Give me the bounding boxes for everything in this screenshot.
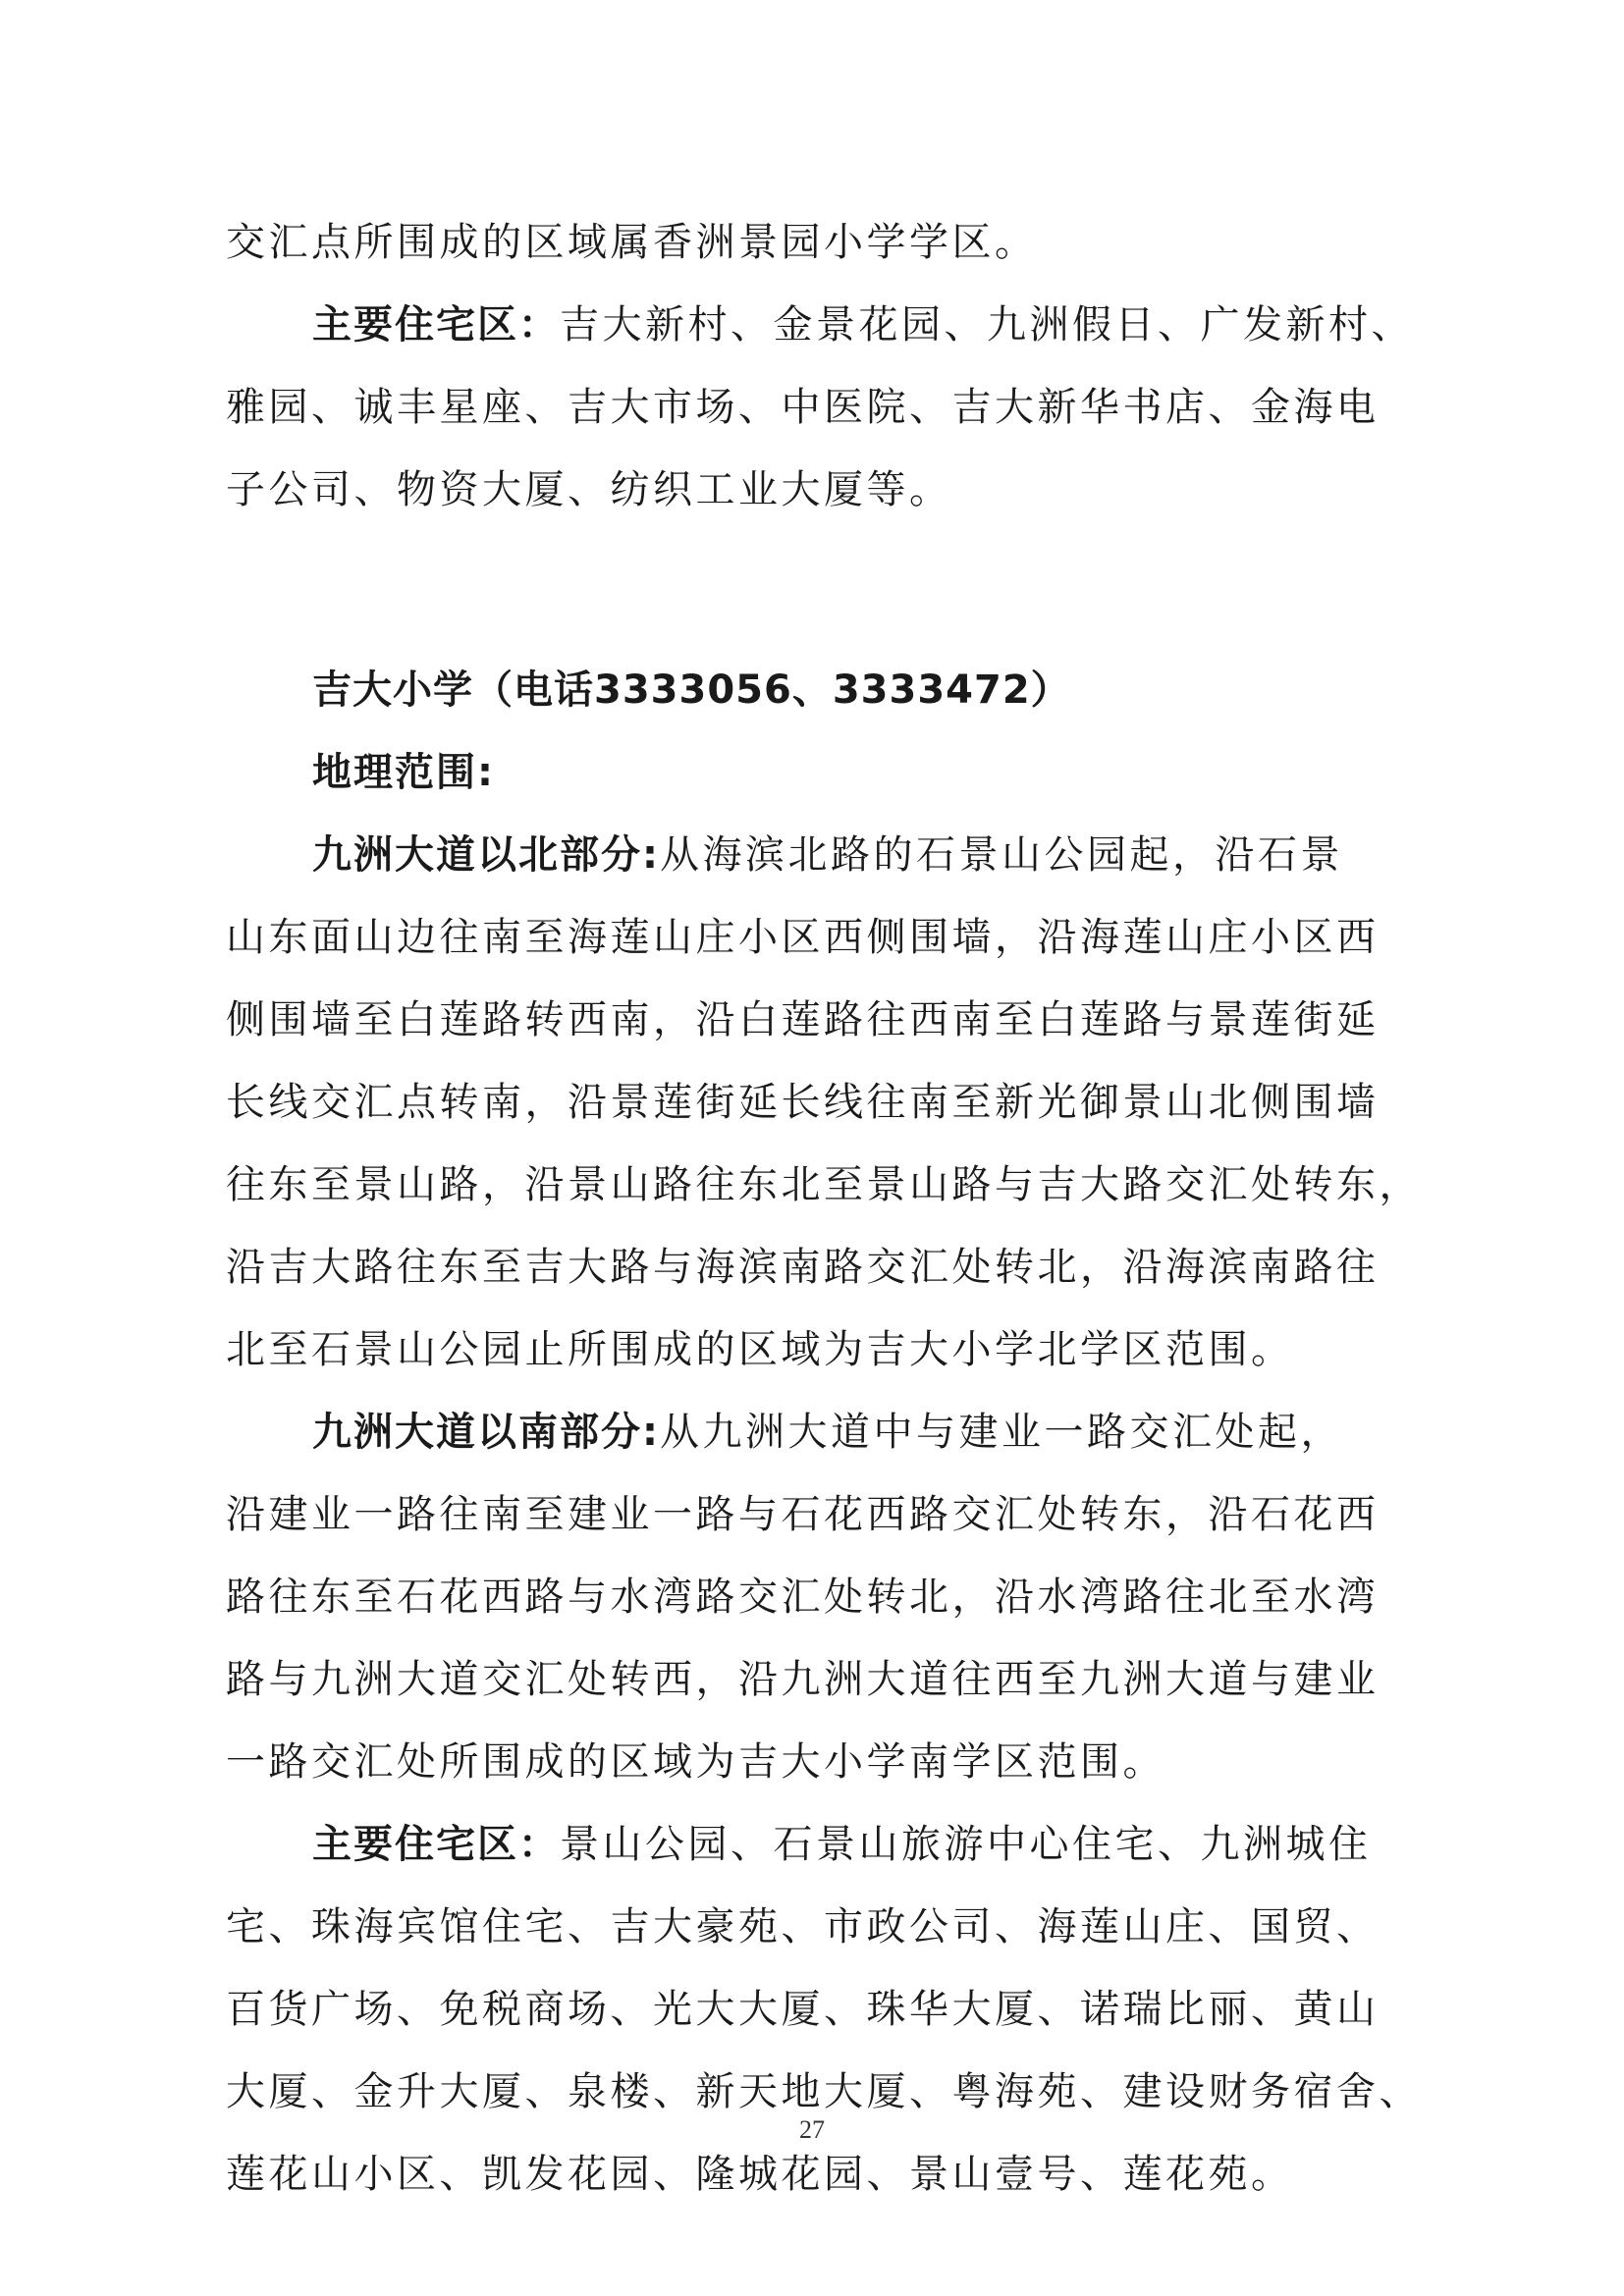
paragraph-line: 山东面山边往南至海莲山庄小区西侧围墙，沿海莲山庄小区西 (226, 915, 1380, 960)
paragraph-line: 路与九洲大道交汇处转西，沿九洲大道往西至九洲大道与建业 (226, 1657, 1380, 1702)
paragraph-line: 宅、珠海宾馆住宅、吉大豪苑、市政公司、海莲山庄、国贸、 (226, 1904, 1380, 1949)
south-label: 九洲大道以南部分: (312, 1410, 660, 1455)
section-gap (226, 531, 1414, 649)
paragraph-line: 路往东至石花西路与水湾路交汇处转北，沿水湾路往北至水湾 (226, 1575, 1380, 1620)
geo-range-label-line (226, 731, 1414, 814)
paragraph-line: 子公司、物资大厦、纺织工业大厦等。 (226, 467, 952, 512)
residential-text: 景山公园、石景山旅游中心住宅、九洲城住 (560, 1822, 1372, 1867)
residential-paragraph (226, 284, 1414, 366)
paragraph-line: 长线交汇点转南，沿景莲街延长线往南至新光御景山北侧围墙 (226, 1080, 1380, 1125)
south-text: 从九洲大道中与建业一路交汇处起， (660, 1410, 1343, 1455)
paragraph-line: 雅园、诚丰星座、吉大市场、中医院、吉大新华书店、金海电 (226, 385, 1380, 430)
residential-text: 吉大新村、金景花园、九洲假日、广发新村、 (560, 302, 1414, 347)
paragraph-line: 往东至景山路，沿景山路往东北至景山路与吉大路交汇处转东， (226, 1162, 1422, 1207)
document-body (226, 201, 1422, 2216)
paragraph-line: 北至石景山公园止所围成的区域为吉大小学北学区范围。 (226, 1327, 1294, 1372)
north-text: 从海滨北路的石景山公园起，沿石景 (660, 832, 1343, 878)
geo-range-label: 地理范围: (312, 750, 495, 795)
paragraph-line: 侧围墙至白莲路转西南，沿白莲路往西南至白莲路与景莲街延 (226, 997, 1380, 1042)
paragraph-line: 交汇点所围成的区域属香洲景园小学学区。 (226, 220, 1038, 265)
paragraph-line: 百货广场、免税商场、光大大厦、珠华大厦、诺瑞比丽、黄山 (226, 1987, 1380, 2032)
page-number: 27 (799, 2115, 825, 2144)
school-heading: 吉大小学（电话3333056、3333472） (312, 667, 1071, 713)
north-label: 九洲大道以北部分: (312, 832, 660, 878)
paragraph-line: 沿吉大路往东至吉大路与海滨南路交汇处转北，沿海滨南路往 (226, 1245, 1380, 1290)
residential-label: 主要住宅区： (312, 302, 560, 347)
south-paragraph (226, 1391, 1414, 1473)
residential-label: 主要住宅区： (312, 1822, 560, 1867)
school-residential-paragraph (226, 1803, 1414, 1886)
paragraph-line: 一路交汇处所围成的区域为吉大小学南学区范围。 (226, 1739, 1165, 1785)
paragraph-line: 沿建业一路往南至建业一路与石花西路交汇处转东，沿石花西 (226, 1492, 1380, 1537)
paragraph-line: 大厦、金升大厦、泉楼、新天地大厦、粤海苑、建设财务宿舍、 (226, 2069, 1422, 2114)
paragraph-line: 莲花山小区、凯发花园、隆城花园、景山壹号、莲花苑。 (226, 2152, 1294, 2197)
north-paragraph (226, 814, 1414, 896)
